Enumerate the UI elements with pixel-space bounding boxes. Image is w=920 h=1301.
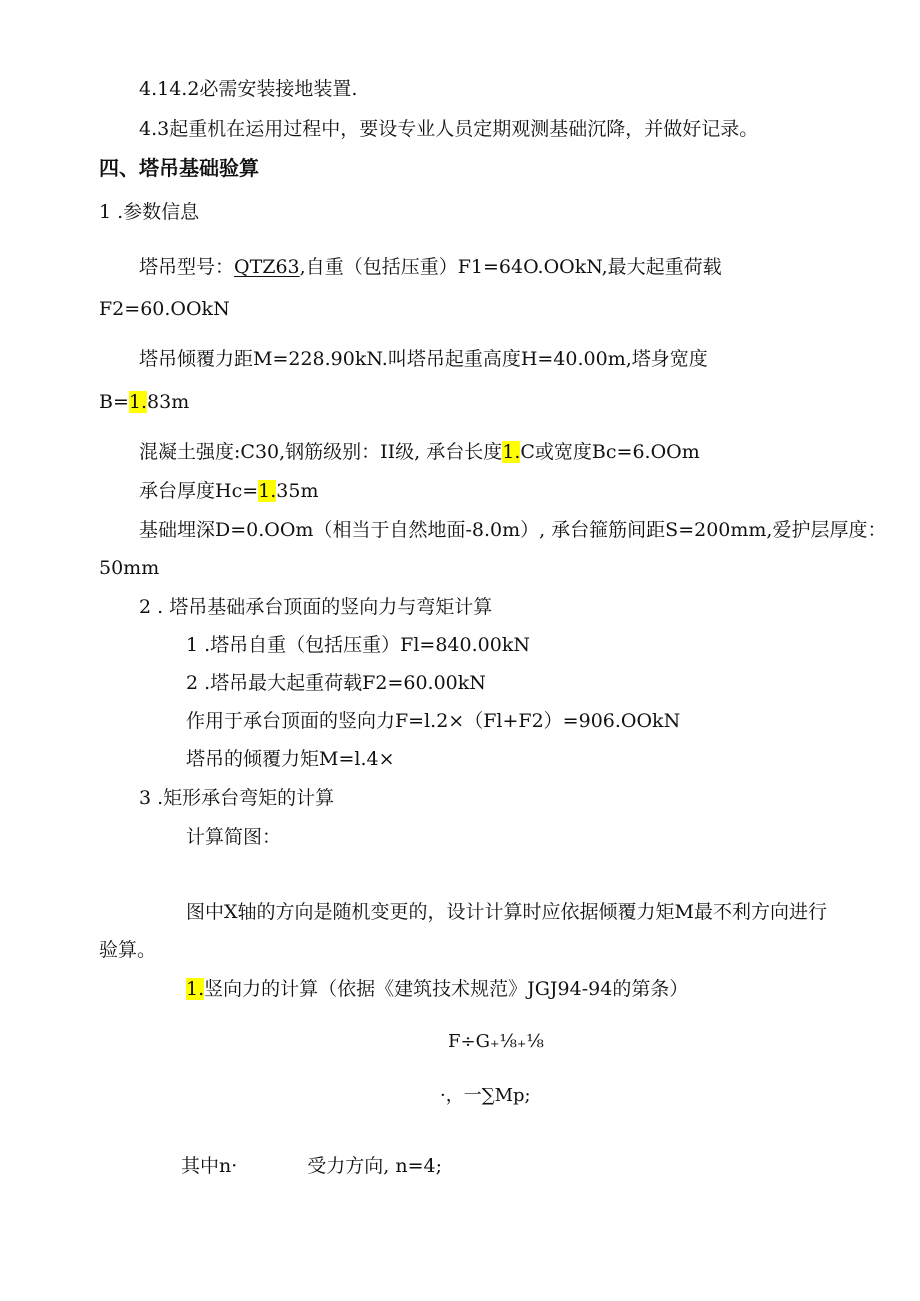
- concrete-strength-text: 混凝土强度:C30,钢筋级别：II级, 承台长度: [139, 441, 503, 463]
- cover-thickness-value: 50mm: [99, 557, 160, 579]
- cap-thickness-line: [139, 478, 318, 504]
- crane-model-label: 塔吊型号：: [139, 256, 235, 278]
- concrete-strength-line: [139, 439, 700, 465]
- diagram-caption: 计算简图：: [186, 826, 282, 848]
- vertical-force-line: 作用于承台顶面的竖向力F=l.2×（Fl+F2）=906.OOkN: [186, 710, 681, 732]
- cap-thickness-value: 35m: [276, 480, 319, 502]
- subsection-1-title: 1 .参数信息: [99, 201, 200, 223]
- clause-4-3: 4.3起重机在运用过程中，要设专业人员定期观测基础沉降，并做好记录。: [139, 118, 759, 140]
- crane-weight-text: ,自重（包括压重）F1=64O.OOkN,最大起重荷载: [299, 256, 722, 278]
- axis-note-line: 图中X轴的方向是随机变更的，设计计算时应依据倾覆力矩M最不利方向进行: [186, 901, 827, 923]
- overturning-moment-formula: 塔吊的倾覆力矩M=l.4×: [186, 748, 395, 770]
- highlight-mark: 1.: [128, 391, 148, 413]
- variable-n-label: 其中n·: [181, 1155, 238, 1177]
- highlight-mark: 1.: [186, 978, 205, 1000]
- self-weight-line: 1 .塔吊自重（包括压重）Fl=840.00kN: [186, 634, 530, 656]
- crane-model-line: [139, 254, 722, 280]
- variable-n-definition: 受力方向, n=4;: [307, 1155, 443, 1177]
- max-load-line: F2=60.OOkN: [99, 298, 230, 320]
- subsection-2-title: 2 . 塔吊基础承台顶面的竖向力与弯矩计算: [139, 596, 493, 618]
- section-heading-4: 四、塔吊基础验算: [99, 156, 259, 180]
- formula-line-1: F÷G₊⅛₊⅛: [448, 1031, 544, 1052]
- tower-width-label: B=: [99, 391, 129, 413]
- crane-model-value: QTZ63: [234, 256, 300, 278]
- clause-4-14-2: 4.14.2必需安装接地装置.: [139, 78, 358, 100]
- cap-width-text: C或宽度Bc=6.OOm: [520, 441, 700, 463]
- subsection-3-title: 3 .矩形承台弯矩的计算: [139, 787, 335, 809]
- burial-depth-line: 基础埋深D=0.OOm（相当于自然地面-8.0m）, 承台箍筋间距S=200mm,爱护层厚度：: [139, 519, 887, 541]
- tower-width-value: 83m: [147, 391, 190, 413]
- highlight-mark: 1.: [258, 480, 277, 502]
- axis-note-continuation: 验算。: [99, 939, 157, 961]
- highlight-mark: 1.: [502, 441, 521, 463]
- vertical-force-calc-heading: [186, 976, 688, 1002]
- formula-line-2: ·，一∑Mp;: [440, 1085, 531, 1106]
- tower-width-line: [99, 389, 189, 415]
- variable-definition-line: [181, 1153, 442, 1179]
- vertical-force-calc-text: 竖向力的计算（依据《建筑技术规范》JGJ94-94的第条）: [204, 978, 689, 1000]
- overturning-moment-line: 塔吊倾覆力距M=228.90kN.叫塔吊起重高度H=40.00m,塔身宽度: [139, 348, 708, 370]
- max-lift-load-line: 2 .塔吊最大起重荷载F2=60.00kN: [186, 672, 486, 694]
- cap-thickness-label: 承台厚度Hc=: [139, 480, 259, 502]
